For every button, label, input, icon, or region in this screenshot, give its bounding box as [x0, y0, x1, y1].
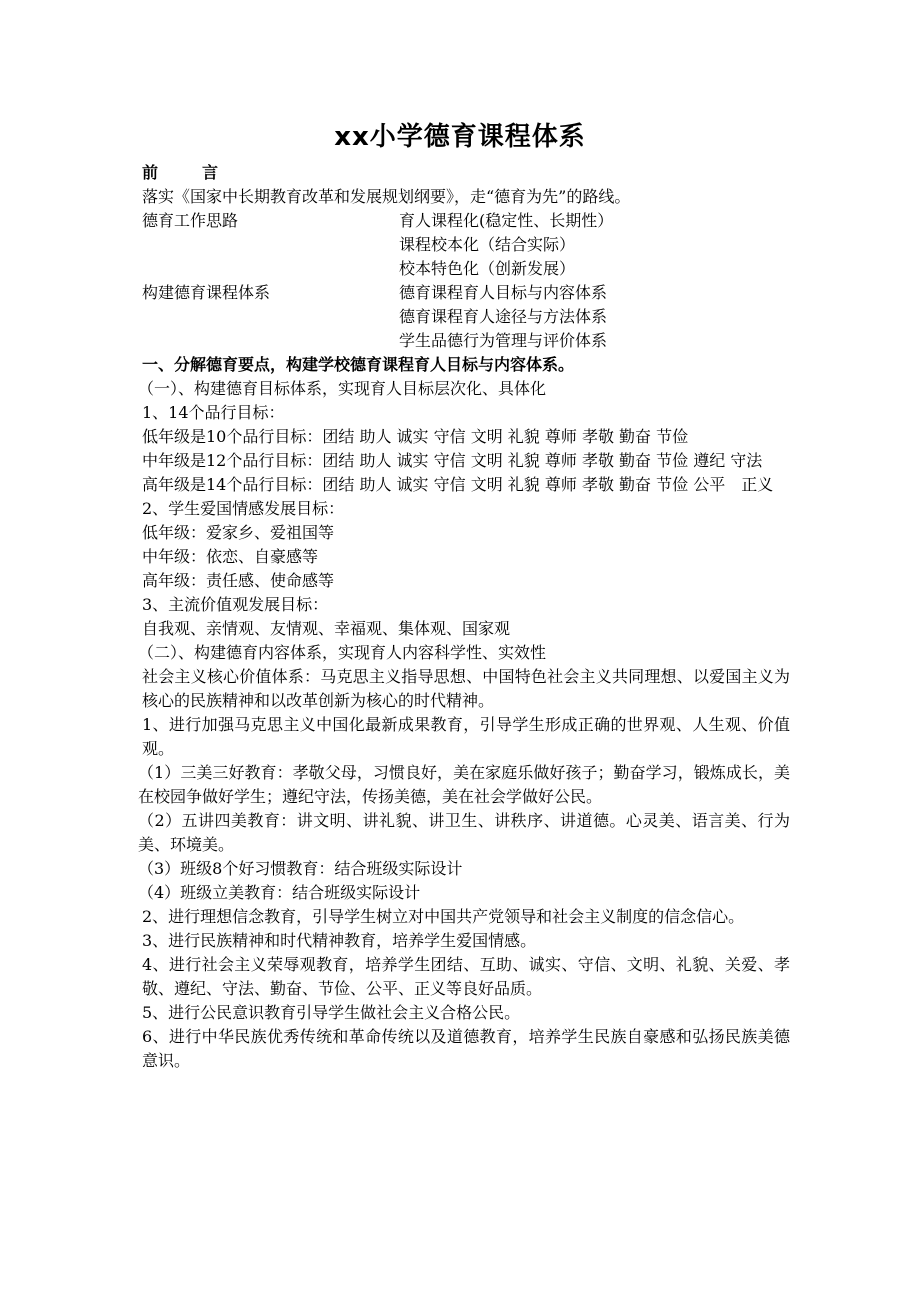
thinking-item: 育人课程化(稳定性、长期性）	[399, 211, 614, 230]
thinking-label: 德育工作思路	[142, 211, 239, 230]
preface-char-2: 言	[202, 163, 219, 182]
goals-high-grade: 高年级是14个品行目标：团结 助人 诚实 守信 文明 礼貌 尊师 孝敬 勤奋 节俭 公平 正义	[142, 475, 774, 494]
thinking-item: 课程校本化（结合实际）	[399, 235, 576, 254]
list-item-6: 6、进行中华民族优秀传统和革命传统以及道德教育，培养学生民族自豪感和弘扬民族美德意识。	[142, 1027, 790, 1070]
system-item: 德育课程育人途径与方法体系	[399, 307, 608, 326]
list-item-1: 1、进行加强马克思主义中国化最新成果教育，引导学生形成正确的世界观、人生观、价值观。	[142, 715, 790, 758]
list-item-4: 4、进行社会主义荣辱观教育，培养学生团结、互助、诚实、守信、文明、礼貌、关爱、孝敬、遵纪、守法、勤奋、节俭、公平、正义等良好品质。	[142, 955, 790, 998]
values-heading: 3、主流价值观发展目标：	[142, 595, 329, 614]
intro-paragraph: 落实《国家中长期教育改革和发展规划纲要》，走“德育为先”的路线。	[142, 187, 631, 206]
preface-char-1: 前	[142, 163, 159, 182]
system-item: 学生品德行为管理与评价体系	[399, 331, 608, 350]
list-item-1-4: （4）班级立美教育：结合班级实际设计	[138, 883, 421, 902]
subsection-heading-1: （一）、构建德育目标体系，实现育人目标层次化、具体化	[138, 379, 547, 398]
list-item-3: 3、进行民族精神和时代精神教育，培养学生爱国情感。	[142, 931, 537, 950]
goals-heading: 1、14个品行目标：	[142, 403, 285, 422]
system-item: 德育课程育人目标与内容体系	[399, 283, 608, 302]
preface-heading	[142, 161, 790, 185]
list-item-1-3: （3）班级8个好习惯教育：结合班级实际设计	[138, 859, 463, 878]
system-row-1	[142, 281, 790, 305]
patriotic-low-grade: 低年级：爱家乡、爱祖国等	[142, 523, 335, 542]
thinking-row-2	[142, 233, 790, 257]
patriotic-high-grade: 高年级：责任感、使命感等	[142, 571, 335, 590]
patriotic-heading: 2、学生爱国情感发展目标：	[142, 499, 345, 518]
document-body	[138, 161, 790, 1073]
document-title: xx小学德育课程体系	[334, 122, 586, 152]
list-item-5: 5、进行公民意识教育引导学生做社会主义合格公民。	[142, 1003, 521, 1022]
goals-mid-grade: 中年级是12个品行目标：团结 助人 诚实 守信 文明 礼貌 尊师 孝敬 勤奋 节俭 遵纪 守法	[142, 451, 763, 470]
goals-low-grade: 低年级是10个品行目标：团结 助人 诚实 守信 文明 礼貌 尊师 孝敬 勤奋 节俭	[142, 427, 689, 446]
patriotic-mid-grade: 中年级：依恋、自豪感等	[142, 547, 319, 566]
list-item-1-2: （2）五讲四美教育：讲文明、讲礼貌、讲卫生、讲秩序、讲道德。心灵美、语言美、行为美、环境美。	[138, 811, 790, 854]
section-heading-1: 一、分解德育要点，构建学校德育课程育人目标与内容体系。	[142, 355, 575, 374]
list-item-1-1: （1）三美三好教育：孝敬父母，习惯良好，美在家庭乐做好孩子；勤奋学习，锻炼成长，美在校园争做好学生；遵纪守法，传扬美德，美在社会学做好公民。	[138, 763, 790, 806]
thinking-item: 校本特色化（创新发展）	[399, 259, 576, 278]
core-values-paragraph: 社会主义核心价值体系：马克思主义指导思想、中国特色社会主义共同理想、以爱国主义为核心的民族精神和以改革创新为核心的时代精神。	[142, 667, 790, 710]
system-row-3	[142, 329, 790, 353]
list-item-2: 2、进行理想信念教育，引导学生树立对中国共产党领导和社会主义制度的信念信心。	[142, 907, 745, 926]
thinking-row-1	[142, 209, 790, 233]
system-label: 构建德育课程体系	[142, 283, 271, 302]
subsection-heading-2: （二）、构建德育内容体系，实现育人内容科学性、实效性	[138, 643, 547, 662]
system-row-2	[142, 305, 790, 329]
values-list: 自我观、亲情观、友情观、幸福观、集体观、国家观	[142, 619, 511, 638]
thinking-row-3	[142, 257, 790, 281]
